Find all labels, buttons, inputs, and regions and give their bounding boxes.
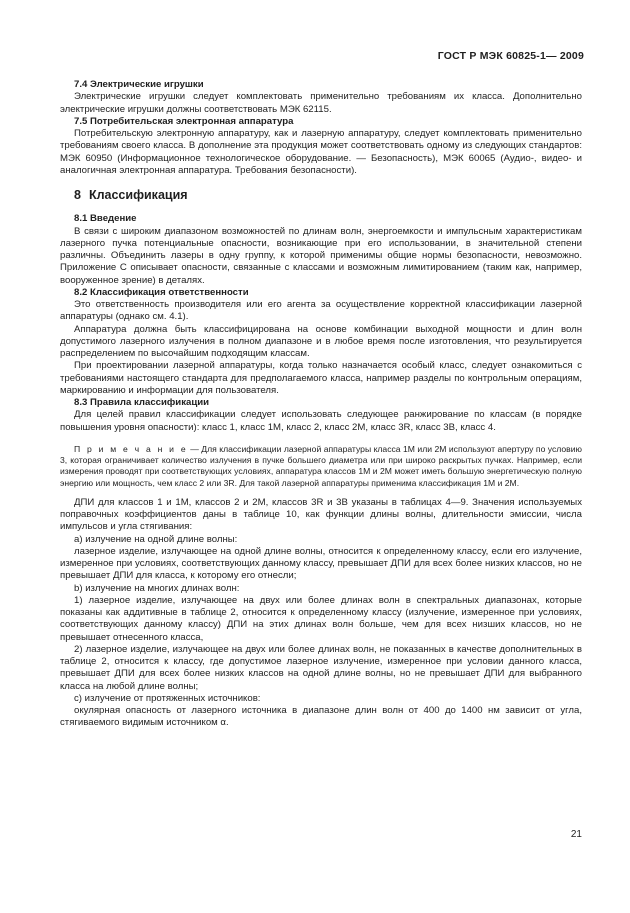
- section-8-2-paragraph-3: При проектировании лазерной аппаратуры, когда только назначается особый класс, следует ознакомиться с требованиями настоящего стандарта для предполагаемого класса, например разделы по контрольным операциям, маркированию и информации для пользователя.: [60, 360, 582, 396]
- section-8-heading: [60, 189, 582, 201]
- section-8-3-paragraph-1: Для целей правил классификации следует использовать следующее ранжирование по классам (в порядке повышения уровня опасности): класс 1, класс 1М, класс 2, класс 2М, класс 3R, класс 3В, класс 4.: [60, 409, 582, 433]
- section-8-1-paragraph: В связи с широким диапазоном возможностей по длинам волн, энергоемкости и импульсным характеристикам лазерного пучка потенциальные опасности, возникающие при его использовании, в значительной степени различны. Объединить лазеры в одну группу, к которой применимы общие нормы безопасности, невозможно. Приложение С описывает опасности, связанные с классами и возможным лимитированием (таким как, например, вооруженное зрение) в деталях.: [60, 225, 582, 286]
- section-8-title: Классификация: [88, 188, 188, 202]
- document-id-header: ГОСТ Р МЭК 60825-1— 2009: [437, 50, 584, 62]
- section-8-3-title: 8.3 Правила классификации: [74, 397, 210, 408]
- item-b2-text: 2) лазерное изделие, излучающее на двух или более длинах волн, не показанных в качестве дополнительных в таблице 2, относится к классу, где допустимое лазерное излучение, измеренное при условии данного класса, превышает ДПИ для всех более низких классов на одной длине волны, но не превышает ДПИ для выбранного класса на любой длине волны;: [60, 643, 582, 692]
- section-8-1-title: 8.1 Введение: [74, 213, 137, 225]
- page-content: [60, 79, 582, 730]
- note-paragraph: [60, 444, 582, 489]
- section-7-5-paragraph: Потребительскую электронную аппаратуру, как и лазерную аппаратуру, следует комплектовать применительно требованиям своего класса. В дополнение эта продукция может соответствовать одному из следующих стандартов: МЭК 60950 (Информационное технологическое оборудование. — Безопасность), МЭК 60065 (Аудио-, видео- и аналогичная электронная аппаратура. Требования безопасности).: [60, 128, 582, 176]
- section-8-2-paragraph-1: Это ответственность производителя или его агента за осуществление корректной классификации лазерной аппаратуры (однако см. 4.1).: [60, 299, 582, 323]
- note-text: — Для классификации лазерной аппаратуры класса 1М или 2М используют апертуру по условию 3, которая ограничивает количество излучения в пучке большего диаметра или при широко раскрытых пучках. Например, если измерения проводят при соответствующих условиях, аппаратура классов 1М и 2М может иметь большую энергетическую полную энергию или мощность, чем класс 2 или 3R. Для такой лазерной аппаратуры применима классификация 1М и 2М.: [60, 443, 582, 488]
- section-7-4-paragraph: Электрические игрушки следует комплектовать применительно требованиям их класса. Дополнительно электрические игрушки должны соответствовать МЭК 62115.: [60, 91, 582, 115]
- section-8-number: 8: [74, 188, 81, 202]
- section-8-3-paragraph-2: ДПИ для классов 1 и 1М, классов 2 и 2М, классов 3R и 3В указаны в таблицах 4—9. Значения используемых поправочных коэффициентов даны в таблице 10, как функции длины волны, длительности эмиссии, числа импульсов и угла стягивания:: [60, 496, 582, 533]
- item-a-text: лазерное изделие, излучающее на одной длине волны, относится к определенному классу, если его излучение, измеренное при условиях, соответствующих данному классу, превышает ДПИ для всех более низких классов, но не превышает ДПИ для класса, к которому его отнесли;: [60, 545, 582, 582]
- section-8-2-paragraph-2: Аппаратура должна быть классифицирована на основе комбинации выходной мощности и длин волн допустимого лазерного излучения в полном диапазоне и в любое время после изготовления, что результируется распределением по высочайшим подходящим классам.: [60, 323, 582, 359]
- item-c-label: с) излучение от протяженных источников:: [74, 692, 261, 704]
- item-b-label: b) излучение на многих длинах волн:: [74, 582, 240, 594]
- section-8-2-title: 8.2 Классификация ответственности: [74, 286, 249, 298]
- item-c-text: окулярная опасность от лазерного источника в диапазоне длин волн от 400 до 1400 нм зависит от угла, стягиваемого видимым источником α.: [60, 705, 582, 729]
- section-7-4-title: 7.4 Электрические игрушки: [74, 79, 204, 90]
- item-b1-text: 1) лазерное изделие, излучающее на двух или более длинах волн в спектральных диапазонах, которые показаны как аддитивные в таблице 2, относится к определенному классу (излучение, измеренное при условиях, соответствующих данному классу) ДПИ на этих длинах волн больше, чем для всех низших классов, но не превышает отнесенного класса,: [60, 594, 582, 643]
- section-7-5-title: 7.5 Потребительская электронная аппаратура: [74, 115, 294, 127]
- page-number: 21: [570, 829, 582, 840]
- note-label: П р и м е ч а н и е: [74, 443, 188, 454]
- item-a-label: а) излучение на одной длине волны:: [74, 533, 238, 545]
